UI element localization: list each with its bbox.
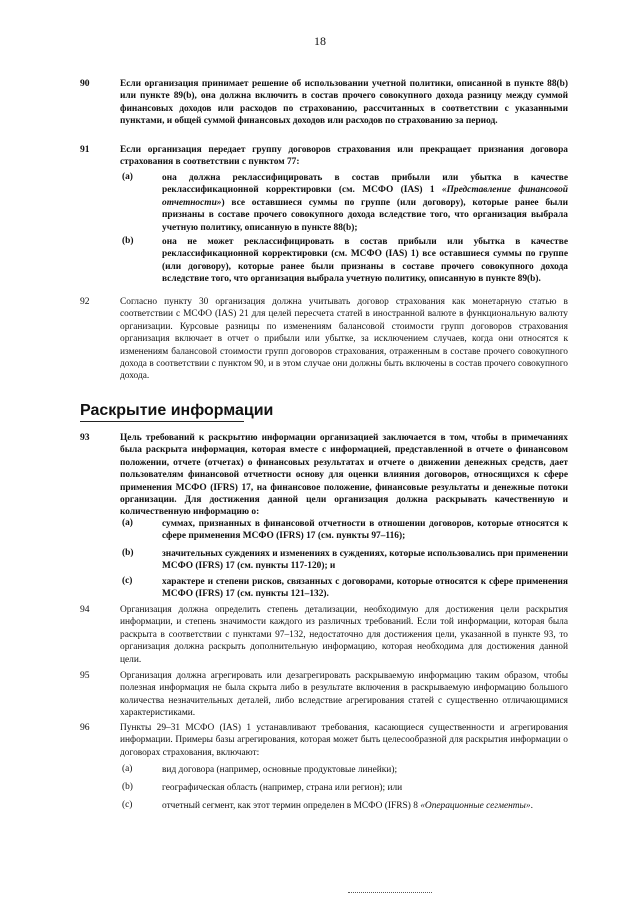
heading-underline bbox=[80, 421, 244, 422]
list-item-text-part: ) все оставшиеся суммы по группе (или договору), которые ранее были признаны в составе прочего совокупного дохода вследствие того, что организация выбрала учетную политику, описанную в пункте 88(b); bbox=[162, 197, 568, 233]
standard-title: «Операционные сегменты» bbox=[420, 801, 531, 811]
paragraph-text: Организация должна агрегировать или дезагрегировать раскрываемую информацию таким образом, чтобы полезная информация не была скрыта либо в результате включения в раскрываемую информацию большого количества незначительных деталей, либо вследствие агрегирования статей с существенно отличающимися характеристиками. bbox=[120, 671, 568, 719]
paragraph-text: Если организация принимает решение об использовании учетной политики, описанной в пункте 88(b) или пункте 89(b), она должна включить в состав прочего совокупного дохода разницу между суммой финансовых доходов или расходов по страхованию, рассчитанных в соответствии с указанными пунктами, и общей суммой финансовых доходов или расходов по страхованию за период. bbox=[120, 79, 568, 127]
paragraph-number: 93 bbox=[80, 432, 90, 443]
list-item-text bbox=[162, 172, 568, 234]
list-item-letter: (a) bbox=[122, 518, 133, 528]
section-heading: Раскрытие информации bbox=[80, 402, 274, 419]
list-item-letter: (b) bbox=[122, 548, 134, 558]
list-item-text bbox=[162, 800, 568, 812]
paragraph-number: 92 bbox=[80, 296, 90, 307]
paragraph-number: 90 bbox=[80, 78, 90, 89]
list-item-letter: (a) bbox=[122, 764, 133, 774]
list-item-text-part: она должна реклассифицировать в состав прибыли или убытка в качестве реклассификационной корректировки (см. МСФО (IAS) 1 bbox=[162, 173, 568, 196]
paragraph-text: Согласно пункту 30 организация должна учитывать договор страхования как монетарную статью в соответствии с МСФО (IAS) 21 для целей пересчета статей в иностранной валюте в функциональную валюту организации. Курсовые разницы по изменениям балансовой стоимости групп договоров страхования организация включает в отчет о прибыли или убытке, за исключением случаев, когда они относятся к изменениям балансовой стоимости групп договоров страхования, отраженным в составе прочего совокупного дохода в соответствии с пунктом 90, и в этом случае они должны быть включены в состав прочего совокупного дохода. bbox=[120, 297, 568, 382]
list-item-text: географическая область (например, страна или регион); или bbox=[162, 783, 403, 793]
paragraph-intro: Цель требований к раскрытию информации организацией заключается в том, чтобы в примечаниях была раскрыта информация, которая вместе с информацией, представленной в отчете о финансовом положении, отчете (отчетах) о финансовых результатах и отчете о движении денежных средств, дает пользователям финансовой отчетности основу для оценки влияния договоров, относящихся к сфере применения МСФО (IFRS) 17, на финансовое положение, финансовые результаты и денежные потоки организации. Для достижения данной цели организация должна раскрывать качественную и количественную информацию о: bbox=[120, 433, 568, 518]
list-item-text: суммах, признанных в финансовой отчетности в отношении договоров, которые относятся к сфере применения МСФО (IFRS) 17 (см. пункты 97–116); bbox=[162, 519, 568, 542]
list-item-text-part: . bbox=[530, 801, 533, 811]
list-item-letter: (a) bbox=[122, 172, 133, 182]
list-item-letter: (c) bbox=[122, 576, 133, 586]
footer-dotted-line bbox=[348, 892, 432, 893]
list-item-text: вид договора (например, основные продуктовые линейки); bbox=[162, 765, 398, 775]
standard-title: «Представление финансовой отчетности» bbox=[162, 185, 568, 208]
paragraph-intro: Пункты 29–31 МСФО (IAS) 1 устанавливают требования, касающиеся существенности и агрегирования информации. Примеры базы агрегирования, которая может быть целесообразной для раскрытия информации о договорах страхования, включают: bbox=[120, 723, 568, 758]
list-item-letter: (c) bbox=[122, 800, 133, 810]
list-item-letter: (b) bbox=[122, 236, 134, 246]
list-item-text-part: отчетный сегмент, как этот термин определен в МСФО (IFRS) 8 bbox=[162, 801, 421, 811]
paragraph-intro: Если организация передает группу договоров страхования или прекращает признания договора страхования в соответствии с пунктом 77: bbox=[120, 145, 568, 168]
paragraph-number: 96 bbox=[80, 722, 90, 733]
paragraph-number: 91 bbox=[80, 144, 90, 155]
list-item-letter: (b) bbox=[122, 782, 133, 792]
list-item-text: значительных суждениях и изменениях в суждениях, которые использовались при применении МСФО (IFRS) 17 (см. пункты 117-120); и bbox=[162, 549, 568, 572]
paragraph-text: Организация должна определить степень детализации, необходимую для достижения цели раскрытия информации, и степень значимости каждого из различных требований. Если той информации, которая была раскрыта в соответствии с пунктами 97–132, недостаточно для достижения цели, указанной в пункте 93, то организация должна раскрыть дополнительную информацию, которая необходима для достижения данной цели. bbox=[120, 605, 568, 665]
list-item-text: характере и степени рисков, связанных с договорами, которые относятся к сфере применения МСФО (IFRS) 17 (см. пункты 121–132). bbox=[162, 577, 568, 600]
list-item-text: она не может реклассифицировать в состав прибыли или убытка в качестве реклассификационной корректировки (см. МСФО (IAS) 1) все оставшиеся суммы по группе (или договору), которые ранее были признаны в составе прочего совокупного дохода вследствие того, что организация выбрала учетную политику, описанную в пункте 89(b). bbox=[162, 237, 568, 285]
page-number: 18 bbox=[314, 34, 326, 48]
paragraph-number: 94 bbox=[80, 604, 90, 615]
paragraph-number: 95 bbox=[80, 670, 90, 681]
